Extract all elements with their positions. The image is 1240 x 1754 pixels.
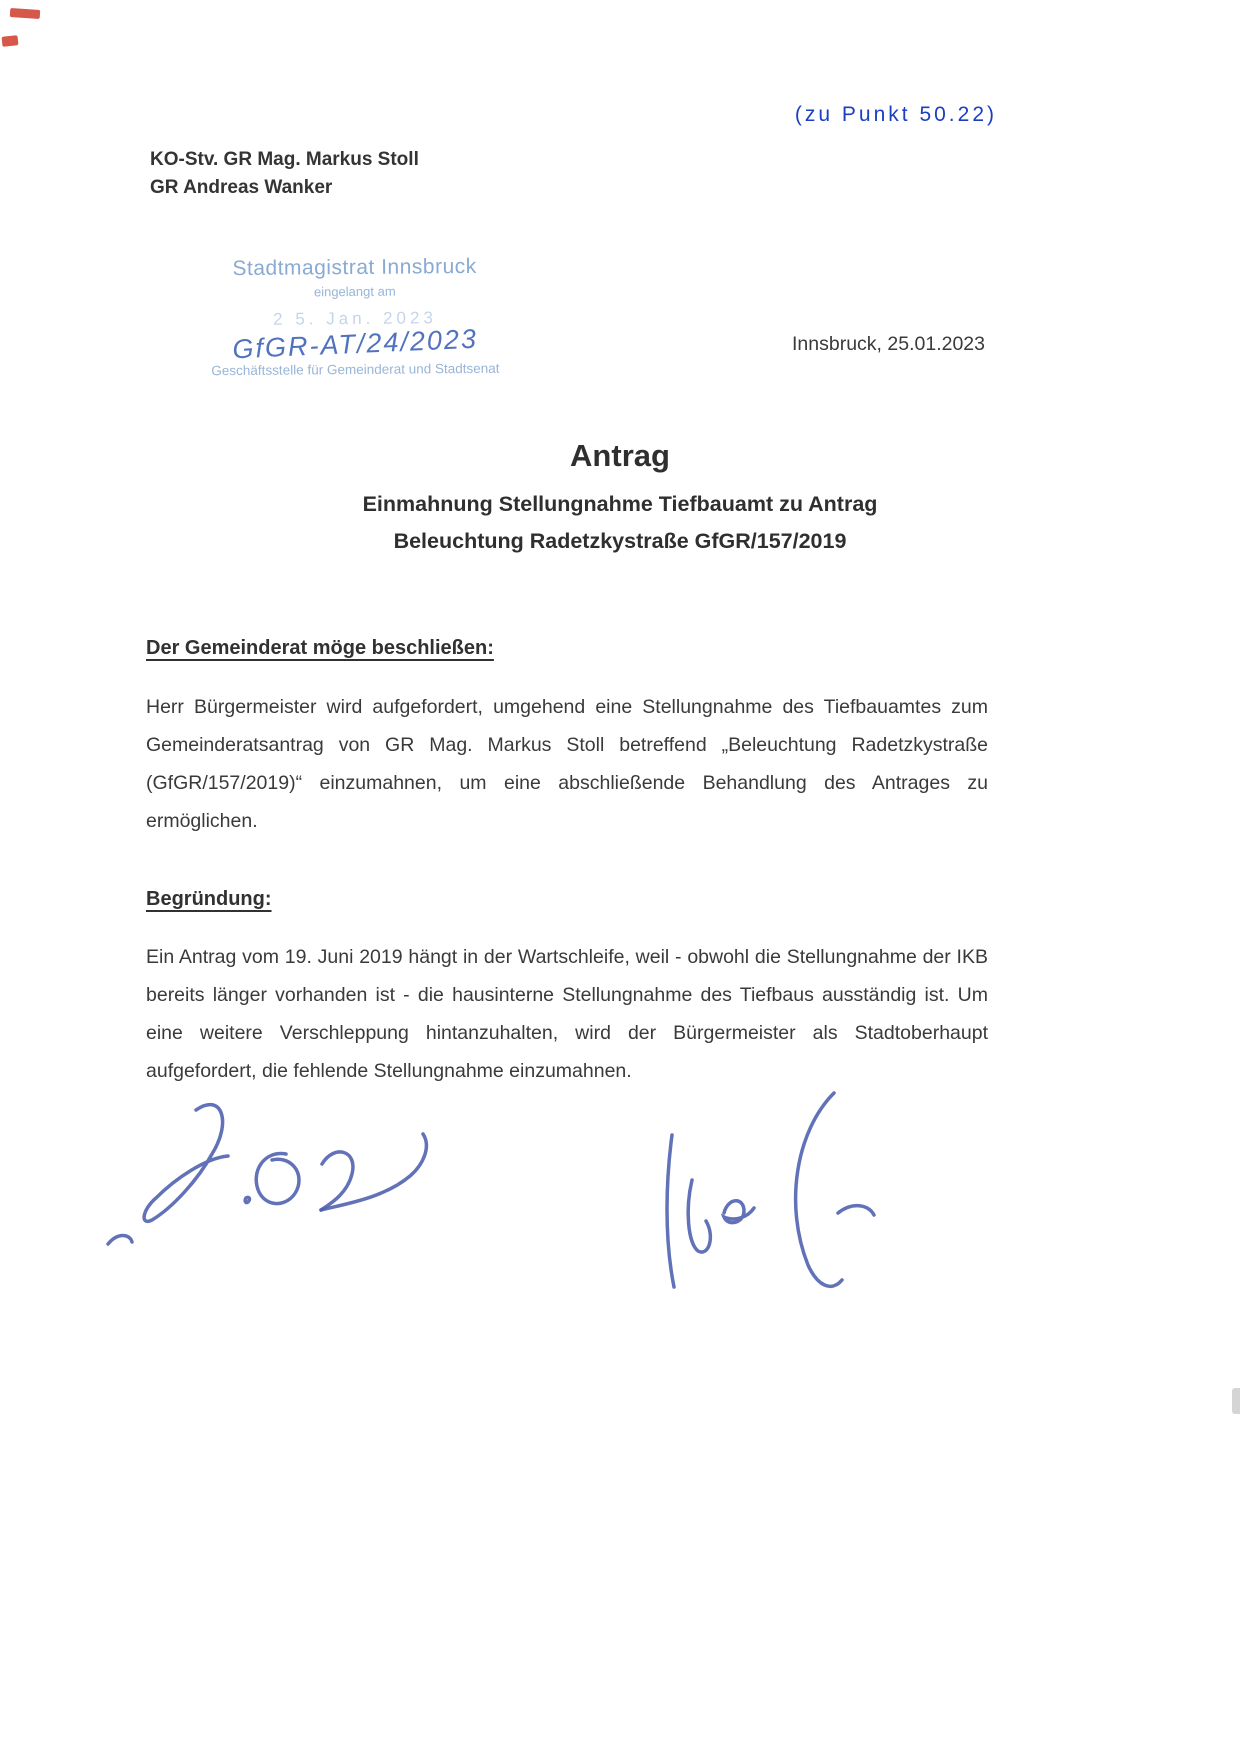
author-line-1: KO-Stv. GR Mag. Markus Stoll — [150, 149, 419, 170]
stamp-department: Geschäftsstelle für Gemeinderat und Stadtsenat — [211, 360, 500, 379]
document-subtitle-line1: Einmahnung Stellungnahme Tiefbauamt zu Antrag — [362, 492, 878, 516]
justification-paragraph: Ein Antrag vom 19. Juni 2019 hängt in der Wartschleife, weil - obwohl die Stellungnahme der IKB bereits länger vorhanden ist - die hausinterne Stellungnahme des Tiefbaus ausständig ist. Um eine weitere Verschleppung hintanzuhalten, wird der Bürgermeister als Stadtoberhaupt aufgefordert, die fehlende Stellungnahme einzumahnen. — [146, 946, 988, 1082]
signature-left-strokes — [100, 1092, 440, 1267]
place-date: Innsbruck, 25.01.2023 — [792, 333, 985, 355]
document-subtitle-line2: Beleuchtung Radetzkystraße GfGR/157/2019 — [393, 529, 847, 553]
signature-left — [100, 1092, 440, 1272]
stamp-office-name: Stadtmagistrat Innsbruck — [232, 254, 477, 281]
agenda-point-note: (zu Punkt 50.22) — [794, 103, 997, 126]
red-pen-mark — [10, 8, 41, 19]
stamp-received-label: eingelangt am — [313, 283, 396, 300]
document-title: Antrag — [570, 438, 670, 473]
signature-right — [638, 1085, 878, 1320]
scan-smudge — [1232, 1388, 1240, 1414]
receipt-stamp — [204, 255, 505, 379]
author-block — [150, 146, 419, 202]
resolution-heading: Der Gemeinderat möge beschließen: — [146, 637, 494, 659]
stamp-reference-handwriting: GfGR-AT/24/2023 — [231, 323, 479, 365]
red-pen-mark — [2, 35, 19, 47]
resolution-paragraph: Herr Bürgermeister wird aufgefordert, umgehend eine Stellungnahme des Tiefbauamtes zum Gemeinderatsantrag von GR Mag. Markus Stoll betreffend „Beleuchtung Radetzkystraße (GfGR/157/2019)“ einzumahnen, um eine abschließende Behandlung des Antrages zu ermöglichen. — [146, 696, 988, 832]
stamp-date: 2 5. Jan. 2023 — [273, 308, 437, 329]
author-line-2: GR Andreas Wanker — [150, 177, 333, 198]
justification-heading: Begründung: — [146, 888, 272, 910]
signature-right-strokes — [638, 1085, 878, 1315]
